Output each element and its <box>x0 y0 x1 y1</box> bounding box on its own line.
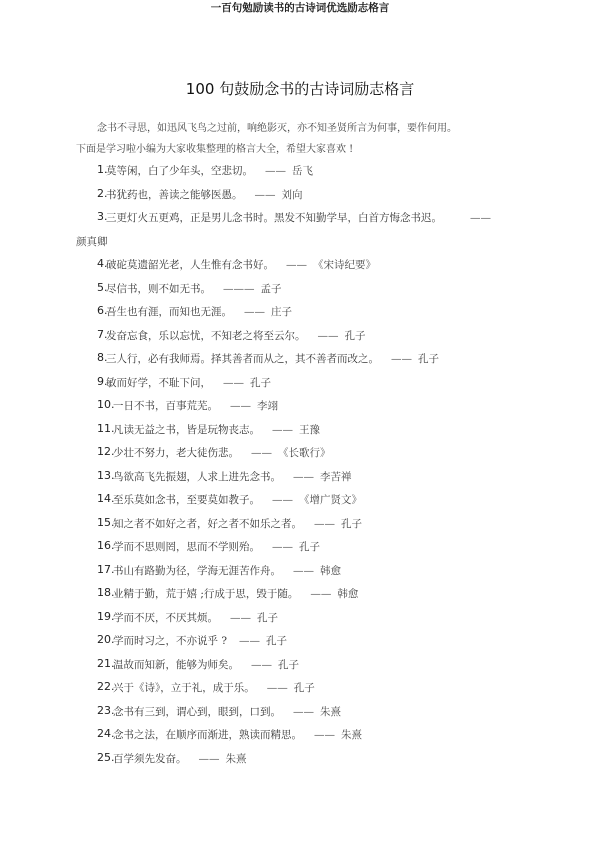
quote-text <box>106 375 271 390</box>
attribution-dash: —— <box>293 705 314 718</box>
quote-item <box>0 372 600 396</box>
quote-author: 韩愈 <box>320 564 341 577</box>
attribution-dash: —— <box>251 658 272 671</box>
quote-number: 9. <box>97 374 108 388</box>
quote-body: 一日不书，百事荒芜。 <box>113 400 218 412</box>
quote-body: 鸟欲高飞先振翅，人求上进先念书。 <box>113 470 281 483</box>
quote-list <box>0 160 600 771</box>
quote-item <box>0 583 600 607</box>
quote-number: 7. <box>97 327 108 341</box>
quote-item <box>0 607 600 631</box>
attribution-dash: —— <box>391 353 412 365</box>
quote-item <box>0 301 600 325</box>
quote-author: 韩愈 <box>337 588 359 600</box>
quote-text <box>106 304 292 319</box>
quote-author: 孔子 <box>341 517 362 530</box>
attribution-dash: —— <box>223 376 244 389</box>
quote-text <box>113 492 362 507</box>
attribution-dash: —— <box>310 588 332 600</box>
attribution-dash: —— <box>230 400 251 412</box>
attribution-dash: —— <box>254 188 276 201</box>
quote-text <box>113 469 352 484</box>
quote-text <box>113 539 320 554</box>
quote-author: 孟子 <box>260 282 282 295</box>
attribution-dash: —— <box>230 611 251 624</box>
quote-item <box>0 513 600 537</box>
quote-item <box>0 489 600 513</box>
quote-text <box>106 257 376 272</box>
quote-author: 庄子 <box>271 306 292 318</box>
attribution-dash: —— <box>293 470 314 483</box>
quote-number: 22. <box>97 680 115 693</box>
quote-body: 念书有三到，谓心到，眼到，口到。 <box>113 705 281 718</box>
quote-body: 书山有路勤为径，学海无涯苦作舟。 <box>113 564 281 577</box>
attribution-dash: —— <box>470 212 491 224</box>
quote-item <box>0 395 600 419</box>
quote-item <box>0 348 600 372</box>
quote-item <box>0 724 600 748</box>
quote-author: 岳飞 <box>292 165 313 177</box>
quote-author: 李苦禅 <box>320 470 352 483</box>
quote-number: 3. <box>97 210 108 223</box>
quote-author: 朱熹 <box>225 752 247 765</box>
quote-text <box>113 704 341 719</box>
quote-item <box>0 536 600 560</box>
quote-author: 孔子 <box>299 541 320 553</box>
attribution-dash: ——— <box>223 282 255 295</box>
quote-author: 孔子 <box>344 329 366 342</box>
quote-author: 孔子 <box>250 376 271 389</box>
quote-body: 学而不厌，不厌其烦。 <box>113 611 218 624</box>
quote-item <box>0 207 600 254</box>
quote-number: 25. <box>97 750 115 764</box>
quote-item <box>0 325 600 349</box>
quote-body: 敏而好学，不耻下问， <box>106 376 211 389</box>
attribution-dash: —— <box>244 306 265 318</box>
quote-item <box>0 654 600 678</box>
quote-text <box>113 610 278 625</box>
quote-text <box>106 328 366 343</box>
attribution-dash: —— <box>266 682 288 694</box>
attribution-dash: —— <box>265 165 286 177</box>
quote-item <box>0 160 600 184</box>
attribution-dash: —— <box>293 564 314 577</box>
quote-author: 《宋诗纪要》 <box>313 259 376 271</box>
attribution-dash: —— <box>272 541 293 553</box>
quote-number: 4. <box>97 257 108 270</box>
quote-author: 朱熹 <box>320 705 341 718</box>
quote-body: 兴于《诗》，立于礼，成于乐。 <box>113 682 255 694</box>
quote-body: 三更灯火五更鸡，正是男儿念书时。黑发不知勤学早，白首方悔念书迟。 <box>106 212 442 224</box>
quote-item <box>0 278 600 302</box>
attribution-dash: —— <box>272 494 293 506</box>
quote-text <box>106 187 303 202</box>
quote-author: 孔子 <box>293 682 315 694</box>
quote-number: 11. <box>97 421 115 435</box>
quote-item <box>0 677 600 701</box>
quote-body: 发奋忘食，乐以忘忧，不知老之将至云尔。 <box>106 329 306 342</box>
quote-text <box>106 351 439 366</box>
attribution-dash: —— <box>317 329 339 342</box>
quote-number: 14. <box>97 492 115 505</box>
quote-text <box>113 751 247 766</box>
quote-text <box>113 445 331 460</box>
quote-item <box>0 442 600 466</box>
quote-author: 刘向 <box>281 188 303 201</box>
attribution-dash: —— <box>198 752 220 765</box>
quote-number: 10. <box>97 398 115 411</box>
quote-author: 孔子 <box>418 353 439 365</box>
quote-item <box>0 466 600 490</box>
attribution-dash: —— <box>314 729 335 741</box>
quote-item <box>0 560 600 584</box>
quote-number: 1. <box>97 163 108 176</box>
quote-item <box>0 630 600 654</box>
quote-text <box>113 727 362 742</box>
quote-text <box>113 516 362 531</box>
quote-body: 三人行，必有我师焉。择其善者而从之，其不善者而改之。 <box>106 353 379 365</box>
quote-author: 朱熹 <box>341 729 362 741</box>
attribution-dash: —— <box>238 635 260 647</box>
quote-number: 19. <box>97 609 115 623</box>
quote-body: 知之者不如好之者，好之者不如乐之者。 <box>113 517 302 530</box>
quote-body: 凡读无益之书，皆是玩物丧志。 <box>113 423 260 436</box>
attribution-dash: —— <box>314 517 335 530</box>
quote-number: 6. <box>97 304 108 317</box>
quote-text <box>106 163 313 178</box>
quote-number: 17. <box>97 562 115 576</box>
attribution-dash: —— <box>251 447 272 459</box>
quote-body: 尽信书，则不如无书。 <box>106 282 211 295</box>
quote-body: 吾生也有涯，而知也无涯。 <box>106 306 232 318</box>
quote-number: 2. <box>97 186 108 200</box>
quote-text <box>113 398 278 413</box>
quote-body: 百学须先发奋。 <box>113 752 187 765</box>
quote-number: 24. <box>97 727 115 740</box>
quote-body: 业精于勤，荒于嬉 ;行成于思，毁于随。 <box>113 588 299 600</box>
quote-body: 温故而知新，能够为师矣。 <box>113 658 239 671</box>
quote-item <box>0 748 600 772</box>
quote-number: 16. <box>97 539 115 552</box>
intro-paragraph-line-2: 下面是学习啦小编为大家收集整理的格言大全，希望大家喜欢 ! <box>76 144 354 155</box>
quote-text <box>113 422 320 437</box>
quote-item <box>0 701 600 725</box>
quote-number: 21. <box>97 656 115 670</box>
quote-body: 破砣莫遗韶光老，人生惟有念书好。 <box>106 259 274 271</box>
quote-text <box>106 210 491 225</box>
quote-number: 12. <box>97 445 115 458</box>
quote-author: 李翊 <box>257 400 278 412</box>
quote-author: 孔子 <box>265 635 287 647</box>
document-title: 100 句鼓励念书的古诗词励志格言 <box>185 80 415 98</box>
quote-number: 5. <box>97 280 108 294</box>
quote-text <box>113 657 299 672</box>
quote-author: 孔子 <box>257 611 278 624</box>
quote-text <box>106 281 282 296</box>
quote-number: 8. <box>97 351 108 364</box>
quote-item <box>0 254 600 278</box>
quote-number: 13. <box>97 468 115 482</box>
quote-author: 孔子 <box>278 658 299 671</box>
quote-author: 王豫 <box>299 423 320 436</box>
intro-paragraph-line-1: 念书不寻思，如迅风飞鸟之过前，响绝影灭，亦不知圣贤所言为何事，要作何用。 <box>97 123 457 134</box>
quote-author: 《增广贤文》 <box>299 494 362 506</box>
quote-body: 至乐莫如念书，至要莫如教子。 <box>113 494 260 506</box>
quote-number: 18. <box>97 586 115 599</box>
quote-text <box>113 563 341 578</box>
quote-body: 书犹药也，善读之能够医愚。 <box>106 188 243 201</box>
quote-body: 学而时习之，不亦说乎 ? <box>113 635 227 647</box>
quote-body: 莫等闲，白了少年头，空悲切。 <box>106 165 253 177</box>
quote-number: 20. <box>97 633 115 646</box>
quote-item <box>0 184 600 208</box>
quote-number: 15. <box>97 515 115 529</box>
attribution-dash: —— <box>272 423 293 436</box>
quote-body: 学而不思则罔，思而不学则殆。 <box>113 541 260 553</box>
quote-body: 少壮不努力，老大徒伤悲。 <box>113 447 239 459</box>
quote-text <box>113 586 358 601</box>
quote-number: 23. <box>97 703 115 717</box>
page-header: 一百句勉励读书的古诗词优选励志格言 <box>210 2 390 14</box>
quote-text <box>113 633 287 648</box>
quote-item <box>0 419 600 443</box>
quote-author: 颜真卿 <box>76 236 108 248</box>
quote-body: 念书之法，在顺序而渐进，熟读而精思。 <box>113 729 302 741</box>
quote-author: 《长歌行》 <box>278 447 331 459</box>
attribution-dash: —— <box>286 259 307 271</box>
quote-text <box>113 680 315 695</box>
